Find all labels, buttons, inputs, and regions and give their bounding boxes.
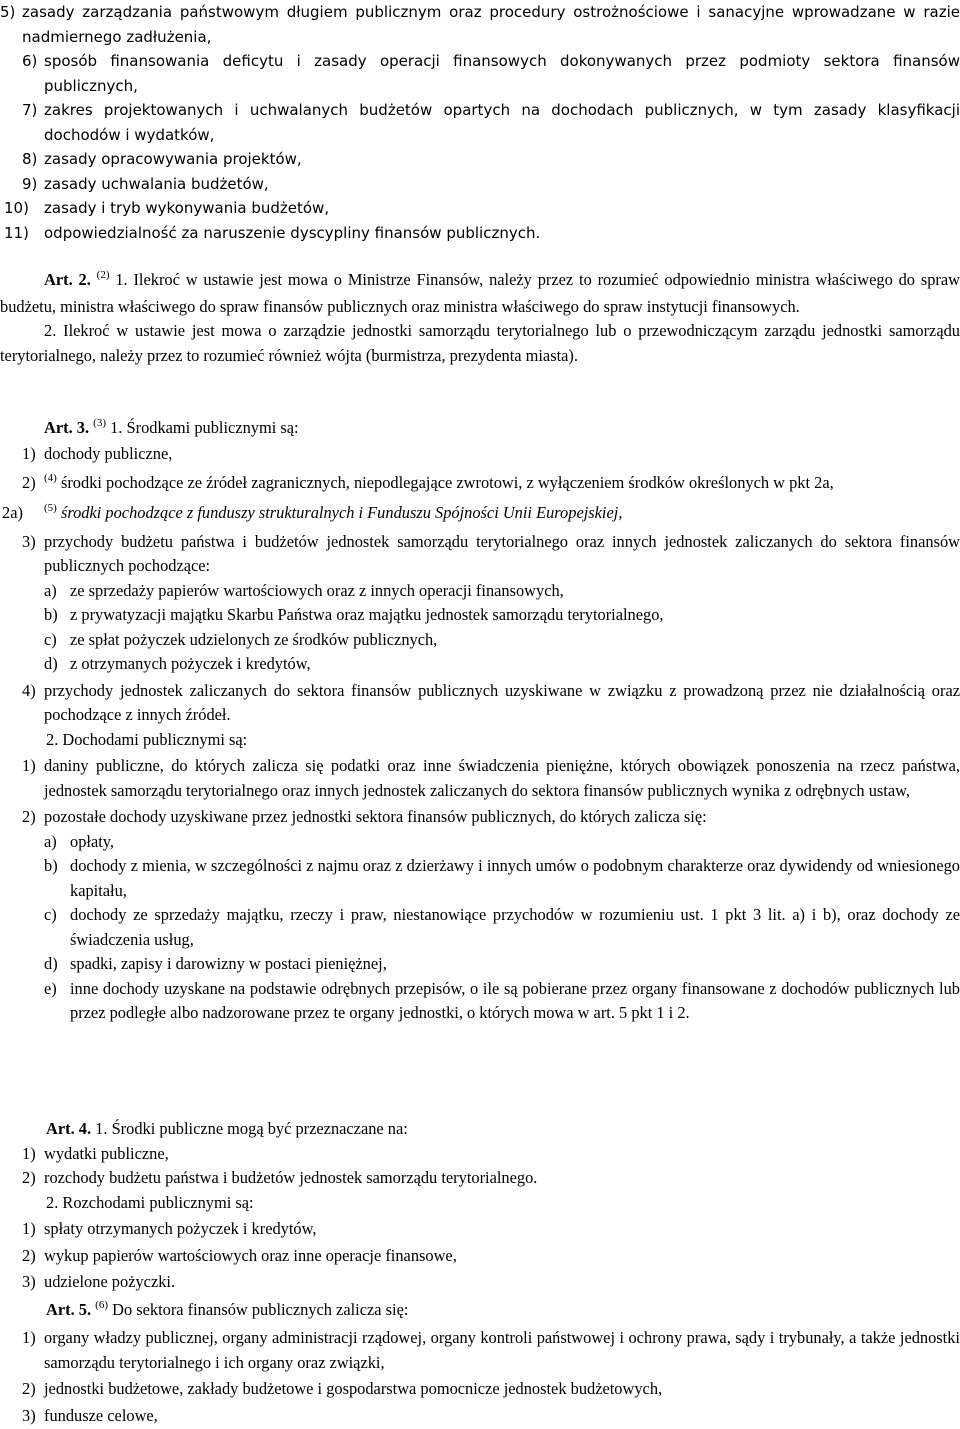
art2-paragraph-1: Art. 2. $^{(2)}$ 1. Ilekroć w ustawie jest mowa o Ministrze Finansów, należy przez to rozumieć odpowiednio ministra właściwego do spraw budżetu, ministra właściwego do spraw finansów publicznych oraz ministra właściwego do spraw instytucji finansowych. <box>0 269 960 316</box>
art3-subitem: b) dochody z mienia, w szczególności z najmu oraz z dzierżawy i innych umów o podobnym charakterze oraz dywidendy od wniesionego kapitału, <box>44 856 960 900</box>
footnote-ref: (5) <box>44 502 57 514</box>
art5 <box>0 1298 960 1428</box>
art2 <box>0 268 960 368</box>
art3-subitem: a) ze sprzedaży papierów wartościowych oraz z innych operacji finansowych, <box>44 580 564 600</box>
art3-heading: Art. 3. <box>44 418 90 437</box>
art5-heading: Art. 5. <box>46 1300 92 1319</box>
art1-items <box>0 0 960 245</box>
art5-item: 2) jednostki budżetowe, zakłady budżetowe i gospodarstwa pomocnicze jednostek budżetowych, <box>22 1379 663 1398</box>
footnote-ref: (6) <box>95 1299 108 1311</box>
art3 <box>0 416 960 1026</box>
art1-item: 10) zasady i tryb wykonywania budżetów, <box>4 199 330 217</box>
art3-subitem: d) z otrzymanych pożyczek i kredytów, <box>44 654 311 673</box>
art3-subitem: a) opłaty, <box>44 831 115 851</box>
art4-item: 1) wydatki publiczne, <box>22 1143 169 1163</box>
art4-item: 2) rozchody budżetu państwa i budżetów jednostek samorządu terytorialnego. <box>22 1168 538 1187</box>
footnote-ref: (2) <box>96 269 110 281</box>
art5-item: 1) organy władzy publicznej, organy administracji rządowej, organy kontroli państwowej i ochrony prawa, sądy i trybunały, a także jednostki samorządu terytorialnego i ich organy oraz związki, <box>22 1328 960 1372</box>
art3-item: 1) daniny publiczne, do których zalicza się podatki oraz inne świadczenia pieniężne, których obowiązek ponoszenia na rzecz państwa, jednostek samorządu terytorialnego oraz innych jednostek zaliczanych do sektora finansów publicznych wynika z odrębnych ustaw, <box>22 756 960 800</box>
art5-item: 3) fundusze celowe, <box>22 1405 158 1425</box>
art3-subitem: e) inne dochody uzyskane na podstawie odrębnych przepisów, o ile są pobierane przez organy finansowane z dochodów publicznych lub przez podległe albo nadzorowane przez te organy jednostki, o których mowa w art. 5 pkt 1 i 2. <box>44 978 960 1022</box>
art3-item: 3) przychody budżetu państwa i budżetów jednostek samorządu terytorialnego oraz innych jednostek zaliczanych do sektora finansów publicznych pochodzące: <box>22 531 960 575</box>
art3-subitem: d) spadki, zapisy i darowizny w postaci pieniężnej, <box>44 954 387 973</box>
art3-item: 2) pozostałe dochody uzyskiwane przez jednostki sektora finansów publicznych, do których zalicza się: <box>22 807 707 826</box>
art3-item: 1) dochody publiczne, <box>22 444 173 463</box>
art3-subitem: b) z prywatyzacji majątku Skarbu Państwa oraz majątku jednostek samorządu terytorialnego, <box>44 605 664 624</box>
art4-item: 1) spłaty otrzymanych pożyczek i kredytów, <box>22 1219 317 1238</box>
art3-item: 2a) $^{(5)}$ środki pochodzące z funduszy strukturalnych i Funduszu Spójności Unii Europejskiej, <box>2 502 623 522</box>
art5-intro: Art. 5. $^{(6)}$ Do sektora finansów publicznych zalicza się: <box>46 1299 409 1319</box>
art3-subitem: c) dochody ze sprzedaży majątku, rzeczy i praw, niestanowiące przychodów w rozumieniu ust. 1 pkt 3 lit. a) i b), oraz dochody ze świadczenia usług, <box>44 905 960 949</box>
art2-paragraph-2: 2. Ilekroć w ustawie jest mowa o zarządzie jednostki samorządu terytorialnego lub o przewodniczącym zarządu jednostki samorządu terytorialnego, należy przez to rozumieć również wójta (burmistrza, prezydenta miasta). <box>0 321 960 365</box>
art4-heading: Art. 4. <box>46 1119 92 1138</box>
art4-intro: Art. 4. 1. Środki publiczne mogą być przeznaczane na: <box>46 1119 408 1138</box>
art2-heading: Art. 2. <box>44 270 91 289</box>
art1-item: 5) zasady zarządzania państwowym długiem publicznym oraz procedury ostrożnościowe i sanacyjne wprowadzane w razie nadmiernego zadłużenia, <box>0 3 960 46</box>
art3-intro: Art. 3. $^{(3)}$ 1. Środkami publicznymi są: <box>44 417 299 437</box>
art3-item: 2) $^{(4)}$ środki pochodzące ze źródeł zagranicznych, niepodlegające zwrotowi, z wyłączeniem środków określonych w pkt 2a, <box>22 471 834 492</box>
art4 <box>0 1117 960 1295</box>
art4-paragraph-2: 2. Rozchodami publicznymi są: <box>46 1192 254 1212</box>
art1-item: 11) odpowiedzialność za naruszenie dyscypliny finansów publicznych. <box>4 223 541 242</box>
art4-item: 3) udzielone pożyczki. <box>22 1272 176 1291</box>
footnote-ref: (4) <box>44 471 57 484</box>
art1-item: 9) zasady uchwalania budżetów, <box>22 174 269 193</box>
footnote-ref: (3) <box>93 417 106 429</box>
art3-item: 4) przychody jednostek zaliczanych do sektora finansów publicznych uzyskiwane w związku z prowadzoną przez nie działalnością oraz pochodzące z innych źródeł. <box>22 680 960 724</box>
art4-item: 2) wykup papierów wartościowych oraz inne operacje finansowe, <box>22 1245 457 1265</box>
art1-item: 6) sposób finansowania deficytu i zasady operacji finansowych dokonywanych przez podmioty sektora finansów publicznych, <box>22 52 960 95</box>
art1-item: 8) zasady opracowywania projektów, <box>22 150 302 168</box>
art3-paragraph-2: 2. Dochodami publicznymi są: <box>46 729 248 749</box>
art1-item: 7) zakres projektowanych i uchwalanych budżetów opartych na dochodach publicznych, w tym zasady klasyfikacji dochodów i wydatków, <box>22 101 960 144</box>
art3-subitem: c) ze spłat pożyczek udzielonych ze środków publicznych, <box>44 629 438 649</box>
